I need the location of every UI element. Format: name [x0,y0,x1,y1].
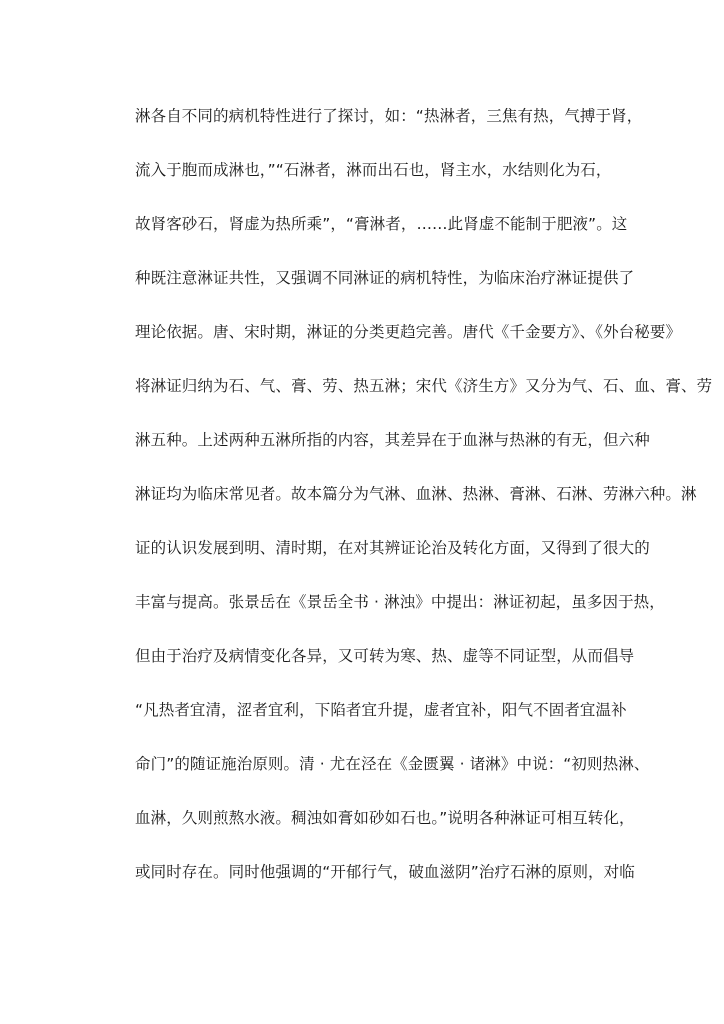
text-line: 淋证均为临床常见者。故本篇分为气淋、血淋、热淋、膏淋、石淋、劳淋六种。淋 [135,485,697,503]
text-line: “凡热者宜清，涩者宜利，下陷者宜升提，虚者宜补，阳气不固者宜温补 [135,701,627,719]
text-line: 命门”的随证施治原则。清 · 尤在泾在《金匮翼 · 诸淋》中说：“初则热淋、 [135,755,650,773]
text-line: 证的认识发展到明、清时期，在对其辨证论治及转化方面，又得到了很大的 [135,539,650,557]
text-line: 将淋证归纳为石、气、膏、劳、热五淋；宋代《济生方》又分为气、石、血、膏、劳 [135,377,713,395]
text-line: 血淋，久则煎熬水液。稠浊如膏如砂如石也。”说明各种淋证可相互转化， [135,809,635,827]
text-line: 理论依据。唐、宋时期，淋证的分类更趋完善。唐代《千金要方》、《外台秘要》 [135,323,682,341]
text-line: 种既注意淋证共性，又强调不同淋证的病机特性，为临床治疗淋证提供了 [135,269,635,287]
text-line: 或同时存在。同时他强调的“开郁行气，破血滋阴”治疗石淋的原则，对临 [135,863,635,881]
text-line: 故肾客砂石，肾虚为热所乘”，“膏淋者，……此肾虚不能制于肥液”。这 [135,215,628,233]
text-line: 丰富与提高。张景岳在《景岳全书 · 淋浊》中提出：淋证初起，虽多因于热， [135,593,665,611]
text-line: 淋五种。上述两种五淋所指的内容，其差异在于血淋与热淋的有无，但六种 [135,431,650,449]
text-line: 淋各自不同的病机特性进行了探讨，如：“热淋者，三焦有热，气搏于肾， [135,107,643,125]
text-line: 但由于治疗及病情变化各异，又可转为寒、热、虚等不同证型，从而倡导 [135,647,635,665]
text-line: 流入于胞而成淋也，”“石淋者，淋而出石也，肾主水，水结则化为石， [135,161,612,179]
body-text [135,103,713,913]
